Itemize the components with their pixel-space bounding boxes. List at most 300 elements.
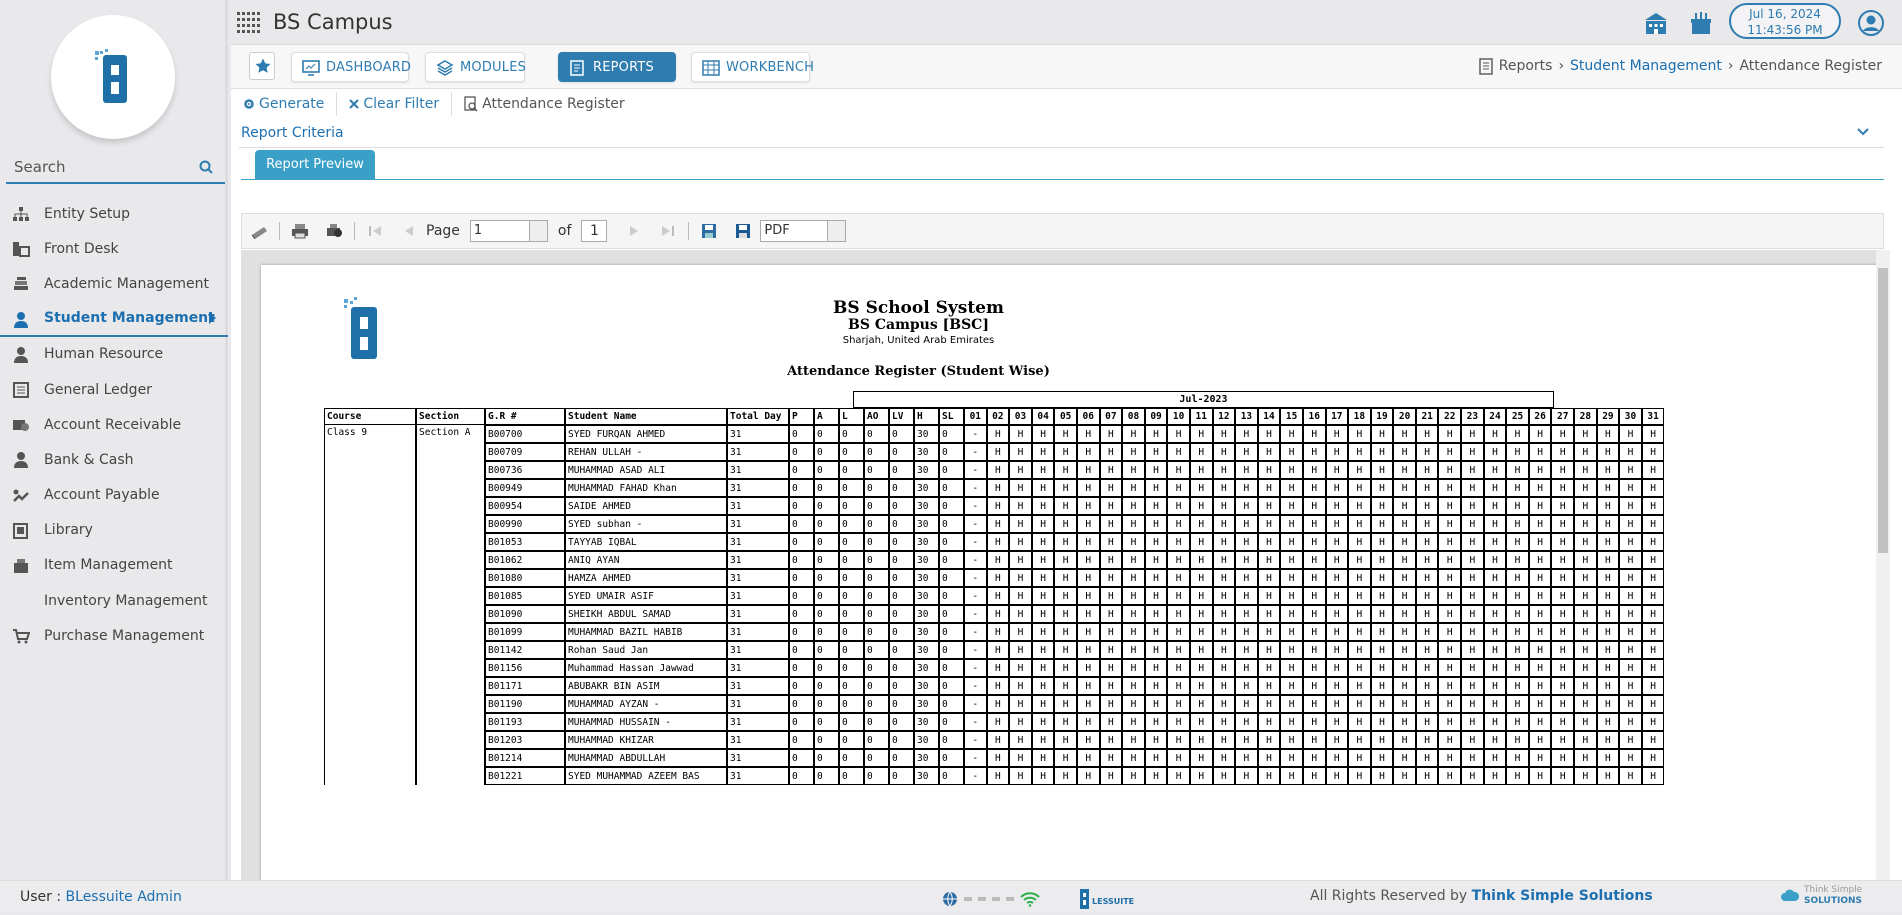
cell-sl: 0 <box>939 659 964 677</box>
cell-h: 30 <box>914 767 939 785</box>
cell-day: H <box>1506 677 1529 695</box>
cell-p: 0 <box>789 713 814 731</box>
sidebar-item-account-payable[interactable] <box>0 478 228 513</box>
cell-day: H <box>1303 641 1326 659</box>
cell-day: H <box>1100 659 1123 677</box>
cell-day: H <box>1348 641 1371 659</box>
cell-day: H <box>1574 551 1597 569</box>
cell-ao: 0 <box>864 461 889 479</box>
gift-cake-icon[interactable] <box>1690 10 1712 36</box>
cell-day: H <box>1167 749 1190 767</box>
cell-day: H <box>1054 605 1077 623</box>
cell-day: H <box>1190 713 1213 731</box>
cell-day: H <box>987 461 1010 479</box>
cell-gr: B00990 <box>485 515 565 533</box>
cell-day: H <box>1145 641 1168 659</box>
cell-day: H <box>1190 515 1213 533</box>
cell-day: H <box>1619 623 1642 641</box>
bank-icon <box>12 451 30 469</box>
cell-day: H <box>1348 605 1371 623</box>
cell-day: H <box>1438 731 1461 749</box>
cell-section <box>416 605 485 623</box>
cell-day: H <box>1371 515 1394 533</box>
cell-day: H <box>1009 749 1032 767</box>
next-page-icon[interactable] <box>624 223 644 239</box>
cell-day: H <box>1642 605 1665 623</box>
cell-day: H <box>1416 533 1439 551</box>
cell-lv: 0 <box>889 515 914 533</box>
cell-gr: B00954 <box>485 497 565 515</box>
table-row <box>324 695 1664 713</box>
cell-day: H <box>1303 749 1326 767</box>
tab-dashboard-label: DASHBOARD <box>326 59 412 75</box>
cell-day: H <box>1597 569 1620 587</box>
cell-sl: 0 <box>939 767 964 785</box>
breadcrumb: Reports › Student Management › Attendance Register <box>1479 58 1882 75</box>
cell-day: H <box>1506 749 1529 767</box>
cell-day: H <box>1438 533 1461 551</box>
cell-day: H <box>1393 461 1416 479</box>
tab-modules[interactable] <box>425 52 525 82</box>
cell-day: H <box>987 443 1010 461</box>
cell-day: H <box>1100 695 1123 713</box>
cell-ao: 0 <box>864 587 889 605</box>
cell-lv: 0 <box>889 731 914 749</box>
cell-day: H <box>1438 677 1461 695</box>
apps-grid-icon[interactable] <box>237 12 261 34</box>
cell-h: 30 <box>914 515 939 533</box>
cell-day: H <box>1100 569 1123 587</box>
cell-day: H <box>1461 551 1484 569</box>
cell-day: H <box>1506 533 1529 551</box>
cell-ao: 0 <box>864 677 889 695</box>
cell-day: H <box>1348 695 1371 713</box>
report-criteria-toggle[interactable]: Report Criteria <box>241 125 344 141</box>
cell-day: H <box>1393 623 1416 641</box>
cell-day: H <box>1326 677 1349 695</box>
cell-day: H <box>1032 497 1055 515</box>
cell-day: H <box>1642 515 1665 533</box>
cell-h: 30 <box>914 605 939 623</box>
cell-day: H <box>1326 713 1349 731</box>
cell-day: H <box>1303 443 1326 461</box>
cell-day: H <box>1529 731 1552 749</box>
cell-day: H <box>1280 767 1303 785</box>
cell-day: H <box>987 659 1010 677</box>
cell-day: H <box>1642 461 1665 479</box>
sidebar-item-purchase-management[interactable] <box>0 618 228 653</box>
cell-total: 31 <box>727 767 789 785</box>
company-link[interactable]: Think Simple Solutions <box>1471 888 1653 904</box>
app-logo[interactable] <box>51 15 175 139</box>
cell-day: H <box>1348 587 1371 605</box>
cell-day: H <box>1303 569 1326 587</box>
cell-day: H <box>1438 695 1461 713</box>
cell-day: H <box>1529 479 1552 497</box>
page-select[interactable]: 1 <box>470 220 548 242</box>
cell-day: H <box>1145 605 1168 623</box>
cell-total: 31 <box>727 605 789 623</box>
cell-day: H <box>1461 749 1484 767</box>
cell-day: H <box>1303 479 1326 497</box>
save-icon[interactable] <box>699 223 719 239</box>
col-day: 09 <box>1145 408 1168 425</box>
cell-sl: 0 <box>939 569 964 587</box>
first-page-icon[interactable] <box>365 223 385 239</box>
cell-day: H <box>1122 461 1145 479</box>
cell-day: H <box>1054 515 1077 533</box>
breadcrumb-reports[interactable]: Reports <box>1498 58 1553 74</box>
user-profile-icon[interactable] <box>1858 10 1884 36</box>
cell-day: H <box>1551 677 1574 695</box>
cell-day: H <box>1597 497 1620 515</box>
cell-day: H <box>1551 749 1574 767</box>
cell-day: H <box>1597 677 1620 695</box>
cell-day: H <box>987 425 1010 443</box>
cell-day: H <box>1190 731 1213 749</box>
blessuite-brand: LESSUITE <box>1078 887 1128 915</box>
cell-day: H <box>1371 587 1394 605</box>
cell-day: H <box>1100 713 1123 731</box>
cell-day: H <box>1009 515 1032 533</box>
search-box[interactable] <box>6 152 225 184</box>
cell-day: H <box>1054 425 1077 443</box>
cell-day: H <box>1054 731 1077 749</box>
cell-day: H <box>1461 497 1484 515</box>
cell-course <box>324 605 416 623</box>
cell-day: H <box>1235 659 1258 677</box>
cell-day: H <box>1258 659 1281 677</box>
print-settings-icon[interactable] <box>324 223 344 239</box>
cell-day: H <box>1100 677 1123 695</box>
sidebar-item-human-resource[interactable] <box>0 337 228 372</box>
cell-day: H <box>1100 461 1123 479</box>
cell-day: H <box>1484 713 1507 731</box>
cell-day: H <box>1393 551 1416 569</box>
cell-day: H <box>1235 641 1258 659</box>
sidebar-item-general-ledger[interactable] <box>0 372 228 407</box>
current-time: 11:43:56 PM <box>1747 23 1823 37</box>
cell-day: H <box>1393 533 1416 551</box>
cell-day: H <box>1348 569 1371 587</box>
cell-sl: 0 <box>939 623 964 641</box>
cell-day: H <box>1484 425 1507 443</box>
col-day: 25 <box>1506 408 1529 425</box>
cell-section <box>416 569 485 587</box>
cell-day: H <box>1506 605 1529 623</box>
cell-day: H <box>1393 515 1416 533</box>
tab-reports[interactable] <box>558 52 676 82</box>
cell-day: H <box>1190 533 1213 551</box>
cell-day: H <box>1461 515 1484 533</box>
cell-day: H <box>1280 713 1303 731</box>
cell-ao: 0 <box>864 497 889 515</box>
cell-section <box>416 587 485 605</box>
cell-day: H <box>1235 533 1258 551</box>
generate-button[interactable] <box>231 92 337 116</box>
sidebar-item-academic-management[interactable] <box>0 266 228 301</box>
cell-gr: B01193 <box>485 713 565 731</box>
cell-gr: B01080 <box>485 569 565 587</box>
cell-course <box>324 641 416 659</box>
cell-day: H <box>1597 731 1620 749</box>
table-row <box>324 497 1664 515</box>
cell-day: H <box>1551 443 1574 461</box>
cell-day: H <box>1258 551 1281 569</box>
cell-course <box>324 659 416 677</box>
cell-day: H <box>1326 551 1349 569</box>
col-day: 27 <box>1551 408 1574 425</box>
col-l: L <box>839 408 864 425</box>
cell-day: H <box>1167 713 1190 731</box>
cell-day: H <box>1009 425 1032 443</box>
cell-day: H <box>1032 569 1055 587</box>
cell-day: H <box>1416 659 1439 677</box>
cell-day: H <box>1393 425 1416 443</box>
clear-filter-button[interactable] <box>337 92 452 116</box>
cell-day: H <box>1122 515 1145 533</box>
col-ao: AO <box>864 408 889 425</box>
cell-h: 30 <box>914 569 939 587</box>
cell-total: 31 <box>727 425 789 443</box>
cell-day: H <box>1145 749 1168 767</box>
cell-day: H <box>1393 569 1416 587</box>
cell-day: H <box>1371 461 1394 479</box>
cell-section <box>416 659 485 677</box>
cell-day: H <box>1371 677 1394 695</box>
cell-total: 31 <box>727 479 789 497</box>
cell-day: H <box>1642 587 1665 605</box>
cell-day: H <box>1032 443 1055 461</box>
cell-day: H <box>1393 479 1416 497</box>
cell-day: H <box>1100 731 1123 749</box>
cell-lv: 0 <box>889 605 914 623</box>
cell-lv: 0 <box>889 659 914 677</box>
cell-day: H <box>1438 749 1461 767</box>
cell-day: H <box>1438 497 1461 515</box>
cell-lv: 0 <box>889 587 914 605</box>
cell-day: H <box>1484 461 1507 479</box>
chevron-down-icon[interactable] <box>1856 127 1870 137</box>
sidebar-item-library[interactable] <box>0 513 228 548</box>
cell-day: - <box>964 713 987 731</box>
cell-total: 31 <box>727 623 789 641</box>
cell-day: H <box>1529 677 1552 695</box>
cell-p: 0 <box>789 497 814 515</box>
cell-lv: 0 <box>889 623 914 641</box>
table-row <box>324 623 1664 641</box>
cell-name: SYED FURQAN AHMED <box>565 425 727 443</box>
cell-day: H <box>1551 551 1574 569</box>
cell-day: H <box>1416 587 1439 605</box>
cell-day: H <box>1438 659 1461 677</box>
cell-day: H <box>1032 749 1055 767</box>
cell-day: H <box>1054 623 1077 641</box>
cell-day: H <box>1258 497 1281 515</box>
cell-day: H <box>1213 443 1236 461</box>
cell-lv: 0 <box>889 551 914 569</box>
total-pages: 1 <box>581 220 607 242</box>
cell-day: H <box>1416 623 1439 641</box>
cell-l: 0 <box>839 497 864 515</box>
cell-day: H <box>1190 659 1213 677</box>
cell-day: H <box>1348 461 1371 479</box>
cell-day: H <box>1393 677 1416 695</box>
campus-building-icon[interactable] <box>1643 12 1669 36</box>
search-icon[interactable] <box>199 160 213 174</box>
cell-day: H <box>1529 641 1552 659</box>
cell-day: H <box>1506 425 1529 443</box>
cell-day: H <box>1077 731 1100 749</box>
print-icon[interactable] <box>290 223 310 239</box>
cell-day: H <box>1100 425 1123 443</box>
col-day: 14 <box>1258 408 1281 425</box>
cell-day: H <box>1190 623 1213 641</box>
cell-day: H <box>1145 569 1168 587</box>
sidebar-item-account-receivable[interactable] <box>0 407 228 442</box>
app-title: BS Campus <box>273 10 393 34</box>
breadcrumb-current: Attendance Register <box>1739 58 1882 74</box>
user-name[interactable]: BLessuite Admin <box>65 889 182 905</box>
cell-day: H <box>1597 713 1620 731</box>
cell-day: H <box>1551 515 1574 533</box>
cell-day: H <box>987 695 1010 713</box>
cell-day: H <box>1032 623 1055 641</box>
cell-day: H <box>1529 497 1552 515</box>
cell-day: H <box>1348 677 1371 695</box>
cell-day: H <box>1213 605 1236 623</box>
cell-p: 0 <box>789 623 814 641</box>
cell-day: H <box>1077 497 1100 515</box>
cell-day: H <box>1642 479 1665 497</box>
col-day: 06 <box>1077 408 1100 425</box>
cell-day: H <box>1213 497 1236 515</box>
cell-day: H <box>1438 623 1461 641</box>
cell-day: H <box>1484 443 1507 461</box>
tab-workbench[interactable] <box>691 52 815 82</box>
cell-day: H <box>1032 425 1055 443</box>
sidebar-item-item-management[interactable] <box>0 548 228 583</box>
cell-gr: B00736 <box>485 461 565 479</box>
cell-day: H <box>1235 461 1258 479</box>
cell-day: H <box>1574 641 1597 659</box>
cell-total: 31 <box>727 551 789 569</box>
sidebar-item-entity-setup[interactable] <box>0 196 228 231</box>
cell-day: H <box>1303 551 1326 569</box>
cell-day: H <box>1213 731 1236 749</box>
cell-gr: B01099 <box>485 623 565 641</box>
cell-day: H <box>1484 677 1507 695</box>
cell-day: H <box>1054 479 1077 497</box>
cell-gr: B00949 <box>485 479 565 497</box>
wifi-icon <box>1020 891 1040 907</box>
col-day: 19 <box>1371 408 1394 425</box>
cell-sl: 0 <box>939 425 964 443</box>
tab-dashboard[interactable] <box>291 52 412 82</box>
cell-sl: 0 <box>939 641 964 659</box>
cell-l: 0 <box>839 677 864 695</box>
previous-page-icon[interactable] <box>399 223 419 239</box>
cell-day: H <box>1597 605 1620 623</box>
cell-sl: 0 <box>939 533 964 551</box>
cell-day: H <box>987 677 1010 695</box>
library-icon <box>12 522 30 540</box>
cell-name: SAIDE AHMED <box>565 497 727 515</box>
export-icon[interactable] <box>733 223 753 239</box>
sidebar-item-inventory-management[interactable] <box>0 583 228 618</box>
sidebar-item-label: Account Payable <box>44 487 160 504</box>
cloud-icon <box>1780 887 1800 903</box>
export-format-select[interactable]: PDF <box>760 220 846 242</box>
sidebar-item-label: Item Management <box>44 557 173 574</box>
breadcrumb-student-management[interactable]: Student Management <box>1570 58 1722 74</box>
sidebar <box>0 0 228 880</box>
cell-day: H <box>1122 425 1145 443</box>
cell-section <box>416 713 485 731</box>
cell-day: H <box>1009 587 1032 605</box>
cell-day: H <box>1574 695 1597 713</box>
cell-course <box>324 479 416 497</box>
cell-day: H <box>1461 767 1484 785</box>
cell-day: H <box>1371 731 1394 749</box>
sidebar-item-student-management[interactable] <box>0 302 228 337</box>
cell-day: H <box>1574 461 1597 479</box>
last-page-icon[interactable] <box>658 223 678 239</box>
cell-day: - <box>964 605 987 623</box>
sidebar-item-front-desk[interactable] <box>0 231 228 266</box>
cell-day: H <box>1235 425 1258 443</box>
cell-section <box>416 479 485 497</box>
col-day: 22 <box>1438 408 1461 425</box>
cell-day: H <box>1574 569 1597 587</box>
cell-day: H <box>1461 731 1484 749</box>
cell-day: H <box>1529 461 1552 479</box>
tab-modules-label: MODULES <box>460 59 527 75</box>
cell-p: 0 <box>789 479 814 497</box>
cell-l: 0 <box>839 659 864 677</box>
viewer-scrollbar[interactable] <box>1876 250 1890 880</box>
cell-day: H <box>1190 425 1213 443</box>
cell-day: H <box>1484 749 1507 767</box>
cell-day: H <box>1190 587 1213 605</box>
report-page <box>261 265 1876 880</box>
cell-day: H <box>1438 569 1461 587</box>
cell-day: H <box>1348 659 1371 677</box>
cell-h: 30 <box>914 659 939 677</box>
cell-day: H <box>1597 515 1620 533</box>
cell-day: H <box>1235 713 1258 731</box>
cell-day: H <box>1484 587 1507 605</box>
cell-day: H <box>1574 533 1597 551</box>
favorites-button[interactable] <box>249 52 275 80</box>
cell-day: H <box>1190 551 1213 569</box>
cell-day: H <box>1032 515 1055 533</box>
cell-day: H <box>1438 767 1461 785</box>
cell-day: H <box>1280 551 1303 569</box>
refresh-icon[interactable] <box>249 223 269 239</box>
cell-day: H <box>1551 425 1574 443</box>
cell-day: H <box>1416 443 1439 461</box>
cell-day: - <box>964 533 987 551</box>
cell-day: H <box>1619 641 1642 659</box>
cell-day: H <box>1145 551 1168 569</box>
bs-logo-icon <box>93 49 133 105</box>
col-day: 28 <box>1574 408 1597 425</box>
search-input[interactable]: Search <box>14 158 66 176</box>
sidebar-item-bank-cash[interactable] <box>0 442 228 477</box>
tab-report-preview[interactable]: Report Preview <box>255 150 375 179</box>
cell-day: H <box>1009 479 1032 497</box>
